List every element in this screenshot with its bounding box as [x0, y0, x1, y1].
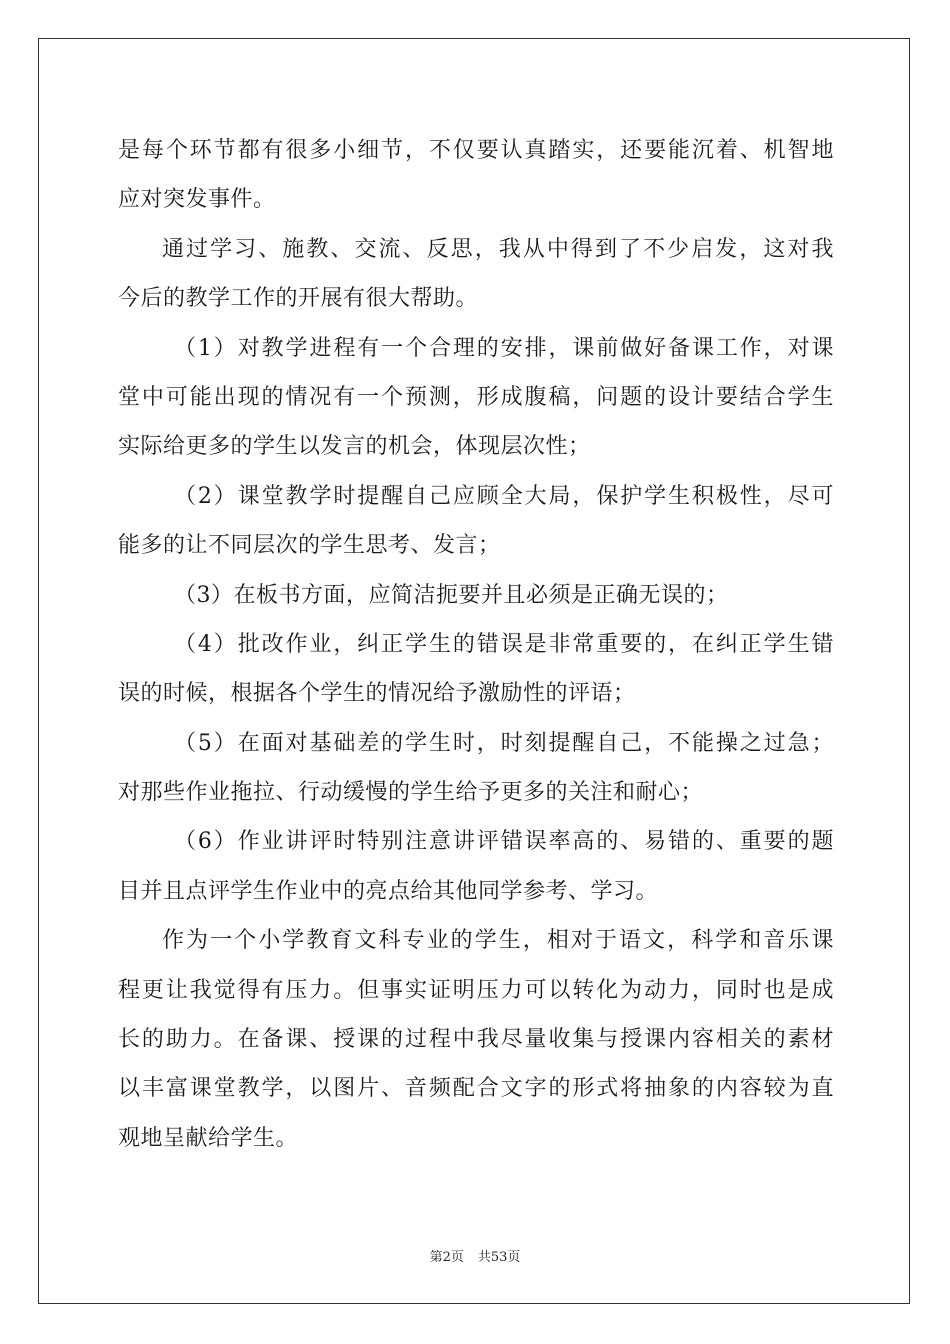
text-line: 堂中可能出现的情况有一个预测，形成腹稿，问题的设计要结合学生 — [118, 384, 834, 410]
document-body — [118, 126, 834, 1163]
paragraph — [118, 324, 834, 472]
paragraph — [118, 620, 834, 719]
text-line: 程更让我觉得有压力。但事实证明压力可以转化为动力，同时也是成 — [118, 977, 834, 1003]
paragraph — [118, 225, 834, 324]
text-line: 作为一个小学教育文科专业的学生，相对于语文，科学和音乐课 — [162, 928, 834, 954]
text-line: 对那些作业拖拉、行动缓慢的学生给予更多的关注和耐心； — [118, 780, 704, 806]
text-line: （6）作业讲评时特别注意讲评错误率高的、易错的、重要的题 — [174, 829, 834, 855]
text-line: 误的时候，根据各个学生的情况给予激励性的评语； — [118, 681, 636, 707]
text-line: 观地呈献给学生。 — [118, 1125, 299, 1151]
text-line: 应对突发事件。 — [118, 187, 276, 213]
text-line: 实际给更多的学生以发言的机会，体现层次性； — [118, 434, 591, 460]
text-line: （4）批改作业，纠正学生的错误是非常重要的，在纠正学生错 — [174, 631, 834, 657]
paragraph — [118, 472, 834, 571]
text-line: 目并且点评学生作业中的亮点给其他同学参考、学习。 — [118, 878, 659, 904]
text-line: 长的助力。在备课、授课的过程中我尽量收集与授课内容相关的素材 — [118, 1027, 834, 1053]
text-line: 通过学习、施教、交流、反思，我从中得到了不少启发，这对我 — [162, 236, 834, 262]
text-line: 今后的教学工作的开展有很大帮助。 — [118, 286, 479, 312]
paragraph — [118, 817, 834, 916]
page-total: 共53页 — [477, 1250, 521, 1265]
text-line: （3）在板书方面，应简洁扼要并且必须是正确无误的； — [174, 582, 729, 608]
paragraph — [118, 571, 834, 620]
text-line: 是每个环节都有很多小细节，不仅要认真踏实，还要能沉着、机智地 — [118, 138, 834, 163]
text-line: 以丰富课堂教学，以图片、音频配合文字的形式将抽象的内容较为直 — [118, 1076, 834, 1102]
text-line: （2）课堂教学时提醒自己应顾全大局，保护学生积极性，尽可 — [174, 483, 834, 509]
text-line: （5）在面对基础差的学生时，时刻提醒自己，不能操之过急； — [174, 730, 834, 756]
paragraph — [118, 916, 834, 1163]
paragraph — [118, 126, 834, 225]
page-number: 第2页 — [429, 1250, 464, 1265]
text-line: （1）对教学进程有一个合理的安排，课前做好备课工作，对课 — [174, 335, 834, 361]
page-footer — [0, 1246, 950, 1265]
paragraph — [118, 719, 834, 818]
text-line: 能多的让不同层次的学生思考、发言； — [118, 533, 501, 559]
